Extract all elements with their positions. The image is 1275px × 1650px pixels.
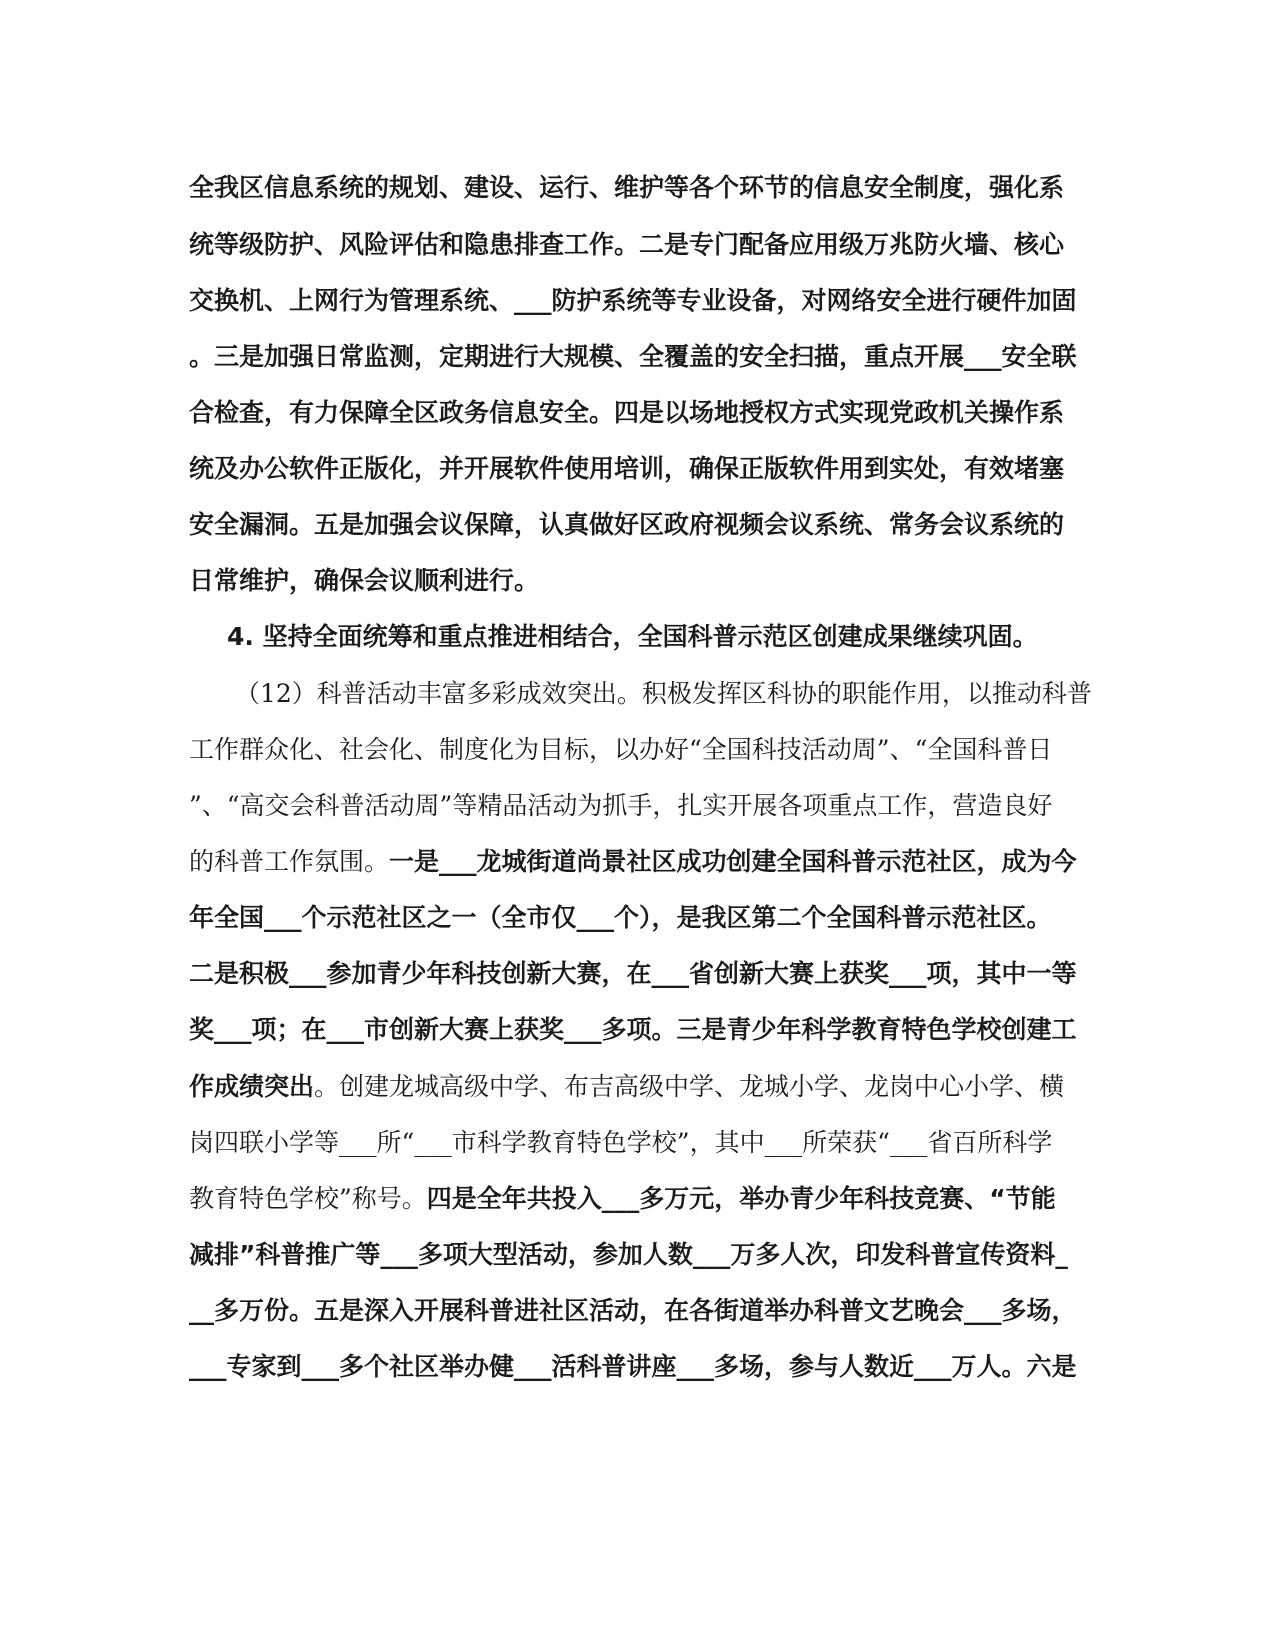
text-line <box>189 396 1089 430</box>
text-segment: 奖___项；在___市创新大赛上获奖___多项。三是青少年科学教育特色学校创建工 <box>189 1015 1077 1044</box>
text-line <box>235 677 1135 711</box>
text-segment: 合检查，有力保障全区政务信息安全。四是以场地授权方式实现党政机关操作系 <box>189 398 1065 427</box>
text-segment: ___专家到___多个社区举办健___活科普讲座___多场，参与人数近___万人。六是 <box>189 1352 1077 1381</box>
text-line <box>189 508 1089 542</box>
text-segment: 年全国___个示范社区之一（全市仅___个），是我区第二个全国科普示范社区。 <box>189 903 1052 932</box>
text-line <box>189 171 1089 205</box>
text-line <box>189 284 1089 318</box>
text-segment: 全我区信息系统的规划、建设、运行、维护等各个环节的信息安全制度，强化系 <box>189 173 1065 202</box>
text-segment: 工作群众化、社会化、制度化为目标，以办好“全国科技活动周”、“全国科普日 <box>189 735 1053 764</box>
text-segment: ”、“高交会科普活动周”等精品活动为抓手，扎实开展各项重点工作，营造良好 <box>189 791 1053 820</box>
text-segment: 安全漏洞。五是加强会议保障，认真做好区政府视频会议系统、常务会议系统的 <box>189 510 1065 539</box>
text-segment: 统及办公软件正版化，并开展软件使用培训，确保正版软件用到实处，有效堵塞 <box>189 454 1065 483</box>
text-line <box>189 340 1089 374</box>
text-segment: 减排”科普推广等___多项大型活动，参加人数___万多人次，印发科普宣传资料_ <box>189 1240 1068 1269</box>
section-heading <box>227 620 1127 654</box>
text-line <box>189 452 1089 486</box>
text-segment: 四是全年共投入___多万元，举办青少年科技竞赛、“节能 <box>426 1184 1056 1213</box>
text-segment: 统等级防护、风险评估和隐患排查工作。二是专门配备应用级万兆防火墙、核心 <box>189 230 1065 259</box>
text-segment: （12）科普活动丰富多彩成效突出。积极发挥区科协的职能作用，以推动科普 <box>235 679 1092 708</box>
text-segment: 4. 坚持全面统筹和重点推进相结合，全国科普示范区创建成果继续巩固。 <box>227 622 1038 651</box>
text-segment: 的科普工作氛围。 <box>189 847 390 876</box>
text-line <box>189 564 1089 598</box>
text-segment: 一是___龙城街道尚景社区成功创建全国科普示范社区，成为今 <box>389 847 1077 876</box>
text-line <box>189 1070 1089 1104</box>
text-line <box>189 1126 1089 1160</box>
text-segment: 。三是加强日常监测，定期进行大规模、全覆盖的安全扫描，重点开展___安全联 <box>189 342 1077 371</box>
text-segment: 日常维护，确保会议顺利进行。 <box>189 566 540 595</box>
text-line <box>189 1182 1089 1216</box>
text-segment: 作成绩突出 <box>189 1072 315 1101</box>
text-segment: 交换机、上网行为管理系统、___防护系统等专业设备，对网络安全进行硬件加固 <box>189 286 1077 315</box>
text-segment: 。创建龙城高级中学、布吉高级中学、龙城小学、龙岗中心小学、横 <box>314 1072 1065 1101</box>
text-segment: 岗四联小学等___所“___市科学教育特色学校”，其中___所荣获“___省百所科学 <box>189 1128 1053 1157</box>
text-line <box>189 1350 1089 1384</box>
text-line <box>189 228 1089 262</box>
text-line <box>189 1238 1089 1272</box>
text-line <box>189 845 1089 879</box>
text-line <box>189 1013 1089 1047</box>
text-line <box>189 1294 1089 1328</box>
text-segment: __多万份。五是深入开展科普进社区活动，在各街道举办科普文艺晚会___多场， <box>189 1296 1077 1325</box>
text-line <box>189 789 1089 823</box>
text-segment: 教育特色学校”称号。 <box>189 1184 427 1213</box>
text-segment: 二是积极___参加青少年科技创新大赛，在___省创新大赛上获奖___项，其中一等 <box>189 959 1077 988</box>
text-line <box>189 957 1089 991</box>
text-line <box>189 901 1089 935</box>
text-line <box>189 733 1089 767</box>
